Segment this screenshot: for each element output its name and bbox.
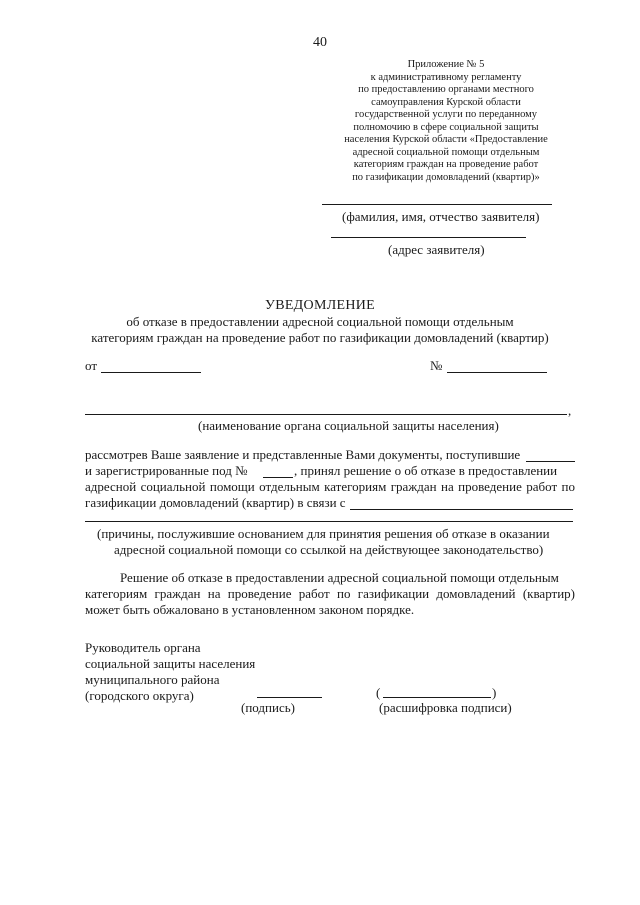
decoding-caption: (расшифровка подписи) — [379, 700, 512, 715]
organ-caption: (наименование органа социальной защиты населения) — [198, 418, 499, 433]
body-line-2-part1: и зарегистрированные под № — [85, 463, 248, 478]
decoding-close-paren: ) — [492, 685, 497, 700]
reason-continuation-line[interactable] — [85, 521, 573, 522]
appeal-line-3: может быть обжаловано в установленном законом порядке. — [85, 602, 415, 617]
notice-subtitle-line: об отказе в предоставлении адресной социальной помощи отдельным — [126, 314, 514, 329]
notice-subtitle — [0, 314, 640, 346]
body-line-4: газификации домовладений (квартир) в связи с — [85, 495, 346, 510]
appeal-line-2: категориям граждан на проведение работ по газификации домовладений (квартир) — [85, 586, 575, 601]
appendix-line: населения Курской области «Предоставление — [344, 134, 548, 145]
notice-title: УВЕДОМЛЕНИЕ — [264, 298, 376, 313]
appendix-line: по предоставлению органами местного — [358, 84, 534, 95]
appendix-line: по газификации домовладений (квартир)» — [352, 171, 540, 183]
appendix-line: адресной социальной помощи отдельным — [352, 146, 540, 158]
signature-caption: (подпись) — [241, 700, 295, 715]
reason-field[interactable] — [350, 509, 573, 510]
page-number: 40 — [313, 35, 327, 50]
appeal-line-1: Решение об отказе в предоставлении адресной социальной помощи отдельным — [120, 570, 559, 585]
number-field[interactable] — [447, 372, 547, 373]
organ-name-line[interactable] — [85, 414, 567, 415]
notice-subtitle-line: категориям граждан на проведение работ по газификации домовладений (квартир) — [91, 330, 549, 345]
appendix-line: Приложение № 5 — [407, 59, 485, 70]
body-line-2-part2: , принял решение о об отказе в предоставлении — [294, 463, 558, 478]
signatory-line: Руководитель органа — [85, 640, 201, 655]
reasons-caption-line-2: адресной социальной помощи со ссылкой на действующее законодательство) — [114, 542, 544, 557]
signatory-line: муниципального района — [85, 672, 220, 687]
decoding-open-paren: ( — [376, 685, 381, 700]
applicant-address-line[interactable] — [331, 237, 526, 238]
body-line-1-text: рассмотрев Ваше заявление и представленные Вами документы, поступившие — [85, 447, 521, 462]
applicant-address-caption: (адрес заявителя) — [388, 242, 485, 257]
applicant-name-line[interactable] — [322, 204, 552, 205]
from-label: от — [85, 358, 98, 373]
appendix-line: полномочию в сфере социальной защиты — [353, 121, 539, 133]
signatory-line: (городского округа) — [85, 688, 194, 703]
appendix-line: государственной услуги по переданному — [354, 109, 538, 120]
appendix-line: самоуправления Курской области — [371, 96, 521, 108]
body-line-2 — [85, 463, 575, 479]
number-label: № — [430, 358, 443, 373]
signature-decoding-field[interactable] — [383, 697, 491, 698]
body-line-3: адресной социальной помощи отдельным категориям граждан на проведение работ по — [85, 479, 575, 494]
appendix-line: к административному регламенту — [370, 71, 522, 83]
signatory-block — [85, 640, 255, 704]
body-line-1 — [85, 447, 575, 463]
organ-trailing-comma: , — [568, 403, 572, 418]
reasons-caption-line-1: (причины, послужившие основанием для принятия решения об отказе в оказании — [97, 526, 550, 541]
registration-number-field[interactable] — [263, 477, 293, 478]
signature-field[interactable] — [257, 697, 322, 698]
date-field[interactable] — [101, 372, 201, 373]
applicant-name-caption: (фамилия, имя, отчество заявителя) — [342, 209, 540, 224]
appendix-line: категориям граждан на проведение работ — [353, 159, 539, 170]
received-date-field[interactable] — [526, 461, 575, 462]
signatory-line: социальной защиты населения — [85, 656, 256, 671]
appendix-block — [336, 59, 556, 184]
